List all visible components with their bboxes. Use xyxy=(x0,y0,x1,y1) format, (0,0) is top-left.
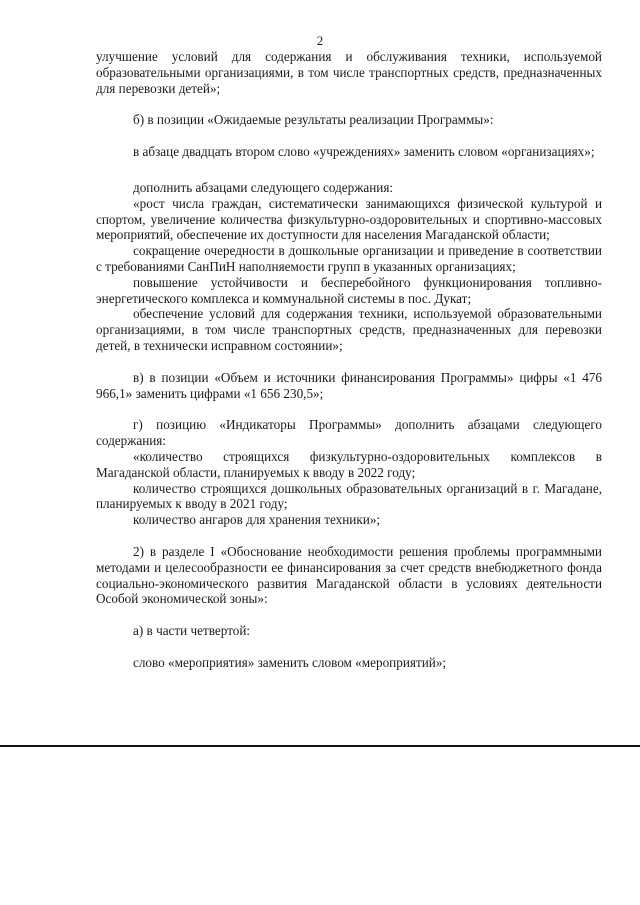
paragraph-item-a: а) в части четвертой: xyxy=(133,623,251,639)
paragraph-result-preschool: сокращение очередности в дошкольные организации и приведение в соответствии с требованиями СанПиН наполняемости групп в указанных организациях; xyxy=(96,243,602,274)
paragraph-replace-measures: слово «мероприятия» заменить словом «мероприятий»; xyxy=(133,654,447,670)
paragraph-indicator-sport: «количество строящихся физкультурно-оздоровительных комплексов в Магаданской области, планируемых к вводу в 2022 году; xyxy=(96,448,602,480)
paragraph-result-vehicles: обеспечение условий для содержания техники, используемой образовательными организациями, в том числе транспортных средств, предназначенных для перевозки детей, в технически исправном состоянии»; xyxy=(96,306,602,353)
paragraph-item-v: в) в позиции «Объем и источники финансирования Программы» цифры «1 476 966,1» заменить цифрами «1 656 230,5»; xyxy=(96,369,602,401)
paragraph-section-1: 2) в разделе I «Обоснование необходимости решения проблемы программными методами и целесообразности ее финансирования за счет средств внебюджетного фонда социально-экономического развития Магаданской области в условиях деятельности Особой экономической зоны»: xyxy=(96,543,602,607)
paragraph-result-fuel: повышение устойчивости и бесперебойного функционирования топливно-энергетического комплекса и коммунальной системы в пос. Дукат; xyxy=(96,274,602,306)
paragraph-continuation: улучшение условий для содержания и обслуживания техники, используемой образовательными организациями, в том числе транспортных средств, предназначенных для перевозки детей»; xyxy=(96,49,602,96)
paragraph-result-sport: «рост числа граждан, систематически занимающихся физической культурой и спортом, увеличение количества физкультурно-оздоровительных и спортивно-массовых мероприятий, обеспечение их доступности для населения Магаданской области; xyxy=(96,195,602,243)
paragraph-indicator-hangars: количество ангаров для хранения техники»; xyxy=(133,512,381,528)
paragraph-add-lines: дополнить абзацами следующего содержания: xyxy=(133,179,394,195)
paragraph-indicator-preschool: количество строящихся дошкольных образовательных организаций в г. Магадане, планируемых к вводу в 2021 году; xyxy=(96,480,602,512)
paragraph-item-g: г) позицию «Индикаторы Программы» дополнить абзацами следующего содержания: xyxy=(96,417,602,449)
document-body xyxy=(96,49,602,671)
paragraph-item-b: б) в позиции «Ожидаемые результаты реализации Программы»: xyxy=(133,112,494,128)
paragraph-replace-word: в абзаце двадцать втором слово «учреждениях» заменить словом «организациях»; xyxy=(133,144,595,160)
page-number: 2 xyxy=(316,33,324,48)
footer-rule xyxy=(0,745,640,747)
